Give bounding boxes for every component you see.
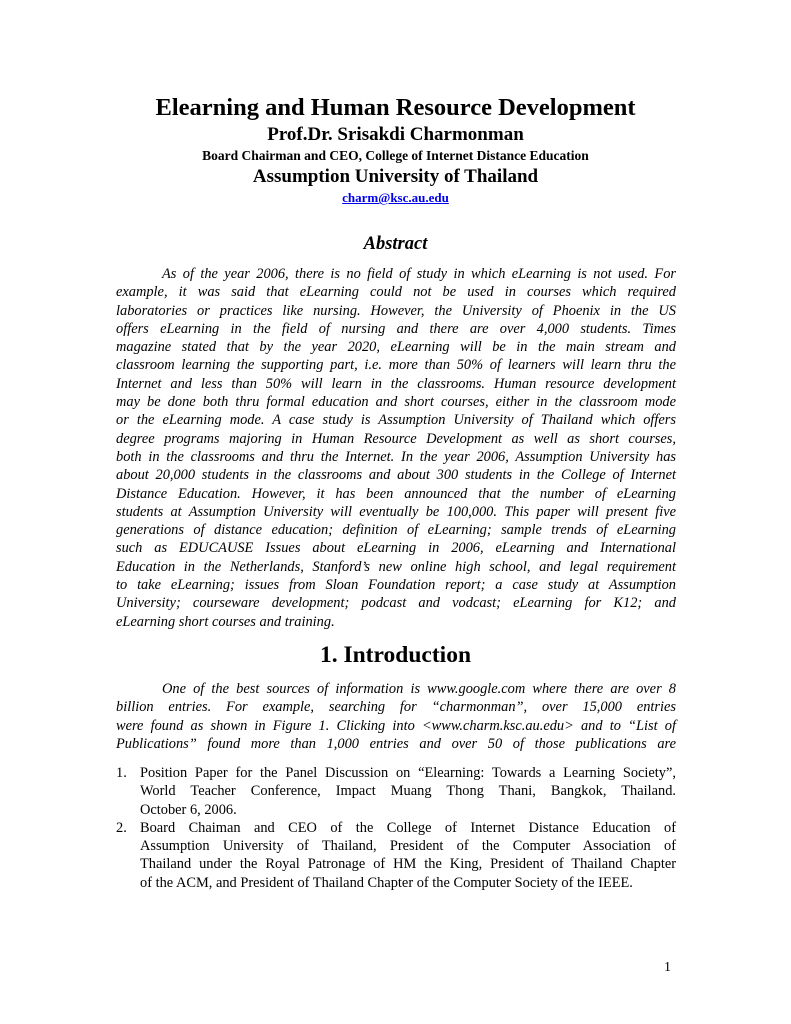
footnote-line: World Teacher Conference, Impact Muang Thong Thani, Bangkok, Thailand.	[140, 783, 676, 800]
abstract-heading: Abstract	[363, 234, 428, 254]
abstract-line: example, it was said that eLearning could not be used in courses which required	[116, 284, 676, 301]
footnote-line: Board Chaiman and CEO of the College of Internet Distance Education of	[140, 819, 676, 836]
footnote-line: of the ACM, and President of Thailand Chapter of the Computer Society of the IEEE.	[140, 874, 633, 891]
footnote-item	[116, 819, 676, 892]
author-affiliation: Board Chairman and CEO, College of Internet Distance Education	[202, 148, 589, 163]
email-line	[0, 190, 791, 206]
abstract-line: or the eLearning mode. A case study is Assumption University of Thailand which offers	[116, 412, 676, 429]
abstract-text	[116, 265, 676, 631]
intro-line: One of the best sources of information is www.google.com where there are over 8	[162, 681, 676, 697]
abstract-line: generations of distance education; definition of eLearning; sample trends of eLearning	[116, 522, 676, 539]
footnote-line: October 6, 2006.	[140, 801, 237, 818]
footnote-line: Position Paper for the Panel Discussion on “Elearning: Towards a Learning Society”,	[140, 765, 676, 781]
introduction-heading: 1. Introduction	[319, 642, 472, 668]
abstract-line: As of the year 2006, there is no field of study in which eLearning is not used. For	[162, 266, 676, 282]
abstract-line: laboratories or practices like nursing. However, the University of Phoenix in the US	[116, 302, 676, 319]
footnote-number: 1.	[116, 765, 127, 781]
abstract-line: about 20,000 students in the classrooms and about 300 students in the College of Internet	[116, 467, 676, 484]
abstract-line: such as EDUCAUSE Issues about eLearning in 2006, eLearning and International	[116, 540, 676, 557]
abstract-line: offers eLearning in the field of nursing and there are over 4,000 students. Times	[116, 320, 676, 337]
intro-line: billion entries. For example, searching for “charmonman”, over 15,000 entries	[116, 699, 676, 716]
abstract-line: degree programs majoring in Human Resource Development as well as short courses,	[116, 430, 676, 447]
paper-title: Elearning and Human Resource Development	[155, 94, 636, 121]
intro-line: Publications” found more than 1,000 entries and over 50 of those publications are	[116, 735, 676, 752]
university-name: Assumption University of Thailand	[252, 166, 539, 187]
abstract-line: Distance Education. However, it has been announced that the number of eLearning	[116, 485, 676, 502]
footnote-line: Assumption University of Thailand, President of the Computer Association of	[140, 838, 676, 855]
page-number: 1	[664, 960, 671, 975]
abstract-line: magazine stated that by the year 2020, eLearning will be in the main stream and	[116, 339, 676, 356]
footnote-item	[116, 764, 676, 819]
abstract-line: both in the classrooms and thru the Internet. In the year 2006, Assumption University has	[116, 448, 676, 465]
abstract-line: students at Assumption University will eventually be 100,000. This paper will present five	[116, 503, 676, 520]
abstract-line: Internet and less than 50% will learn in the classrooms. Human resource development	[116, 375, 676, 392]
footnote-number: 2.	[116, 819, 127, 836]
author-name: Prof.Dr. Srisakdi Charmonman	[267, 124, 524, 145]
abstract-line: may be done both thru formal education and short courses, either in the classroom mode	[116, 394, 676, 411]
email-link[interactable]: charm@ksc.au.edu	[342, 190, 449, 205]
footnote-line: Thailand under the Royal Patronage of HM the King, President of Thailand Chapter	[140, 856, 676, 873]
abstract-line: to take eLearning; issues from Sloan Foundation report; a case study at Assumption	[116, 577, 676, 594]
abstract-line: University; courseware development; podcast and vodcast; eLearning for K12; and	[116, 595, 676, 612]
intro-line: were found as shown in Figure 1. Clicking into <www.charm.ksc.au.edu> and to “List of	[116, 717, 676, 734]
abstract-line: classroom learning the supporting part, i.e. more than 50% of learners will learn thru the	[116, 357, 676, 374]
abstract-line: Education in the Netherlands, Stanford’s new online high school, and legal requirement	[116, 558, 676, 575]
footnotes-list	[116, 764, 676, 892]
introduction-text	[116, 680, 676, 753]
abstract-line: eLearning short courses and training.	[116, 613, 335, 630]
